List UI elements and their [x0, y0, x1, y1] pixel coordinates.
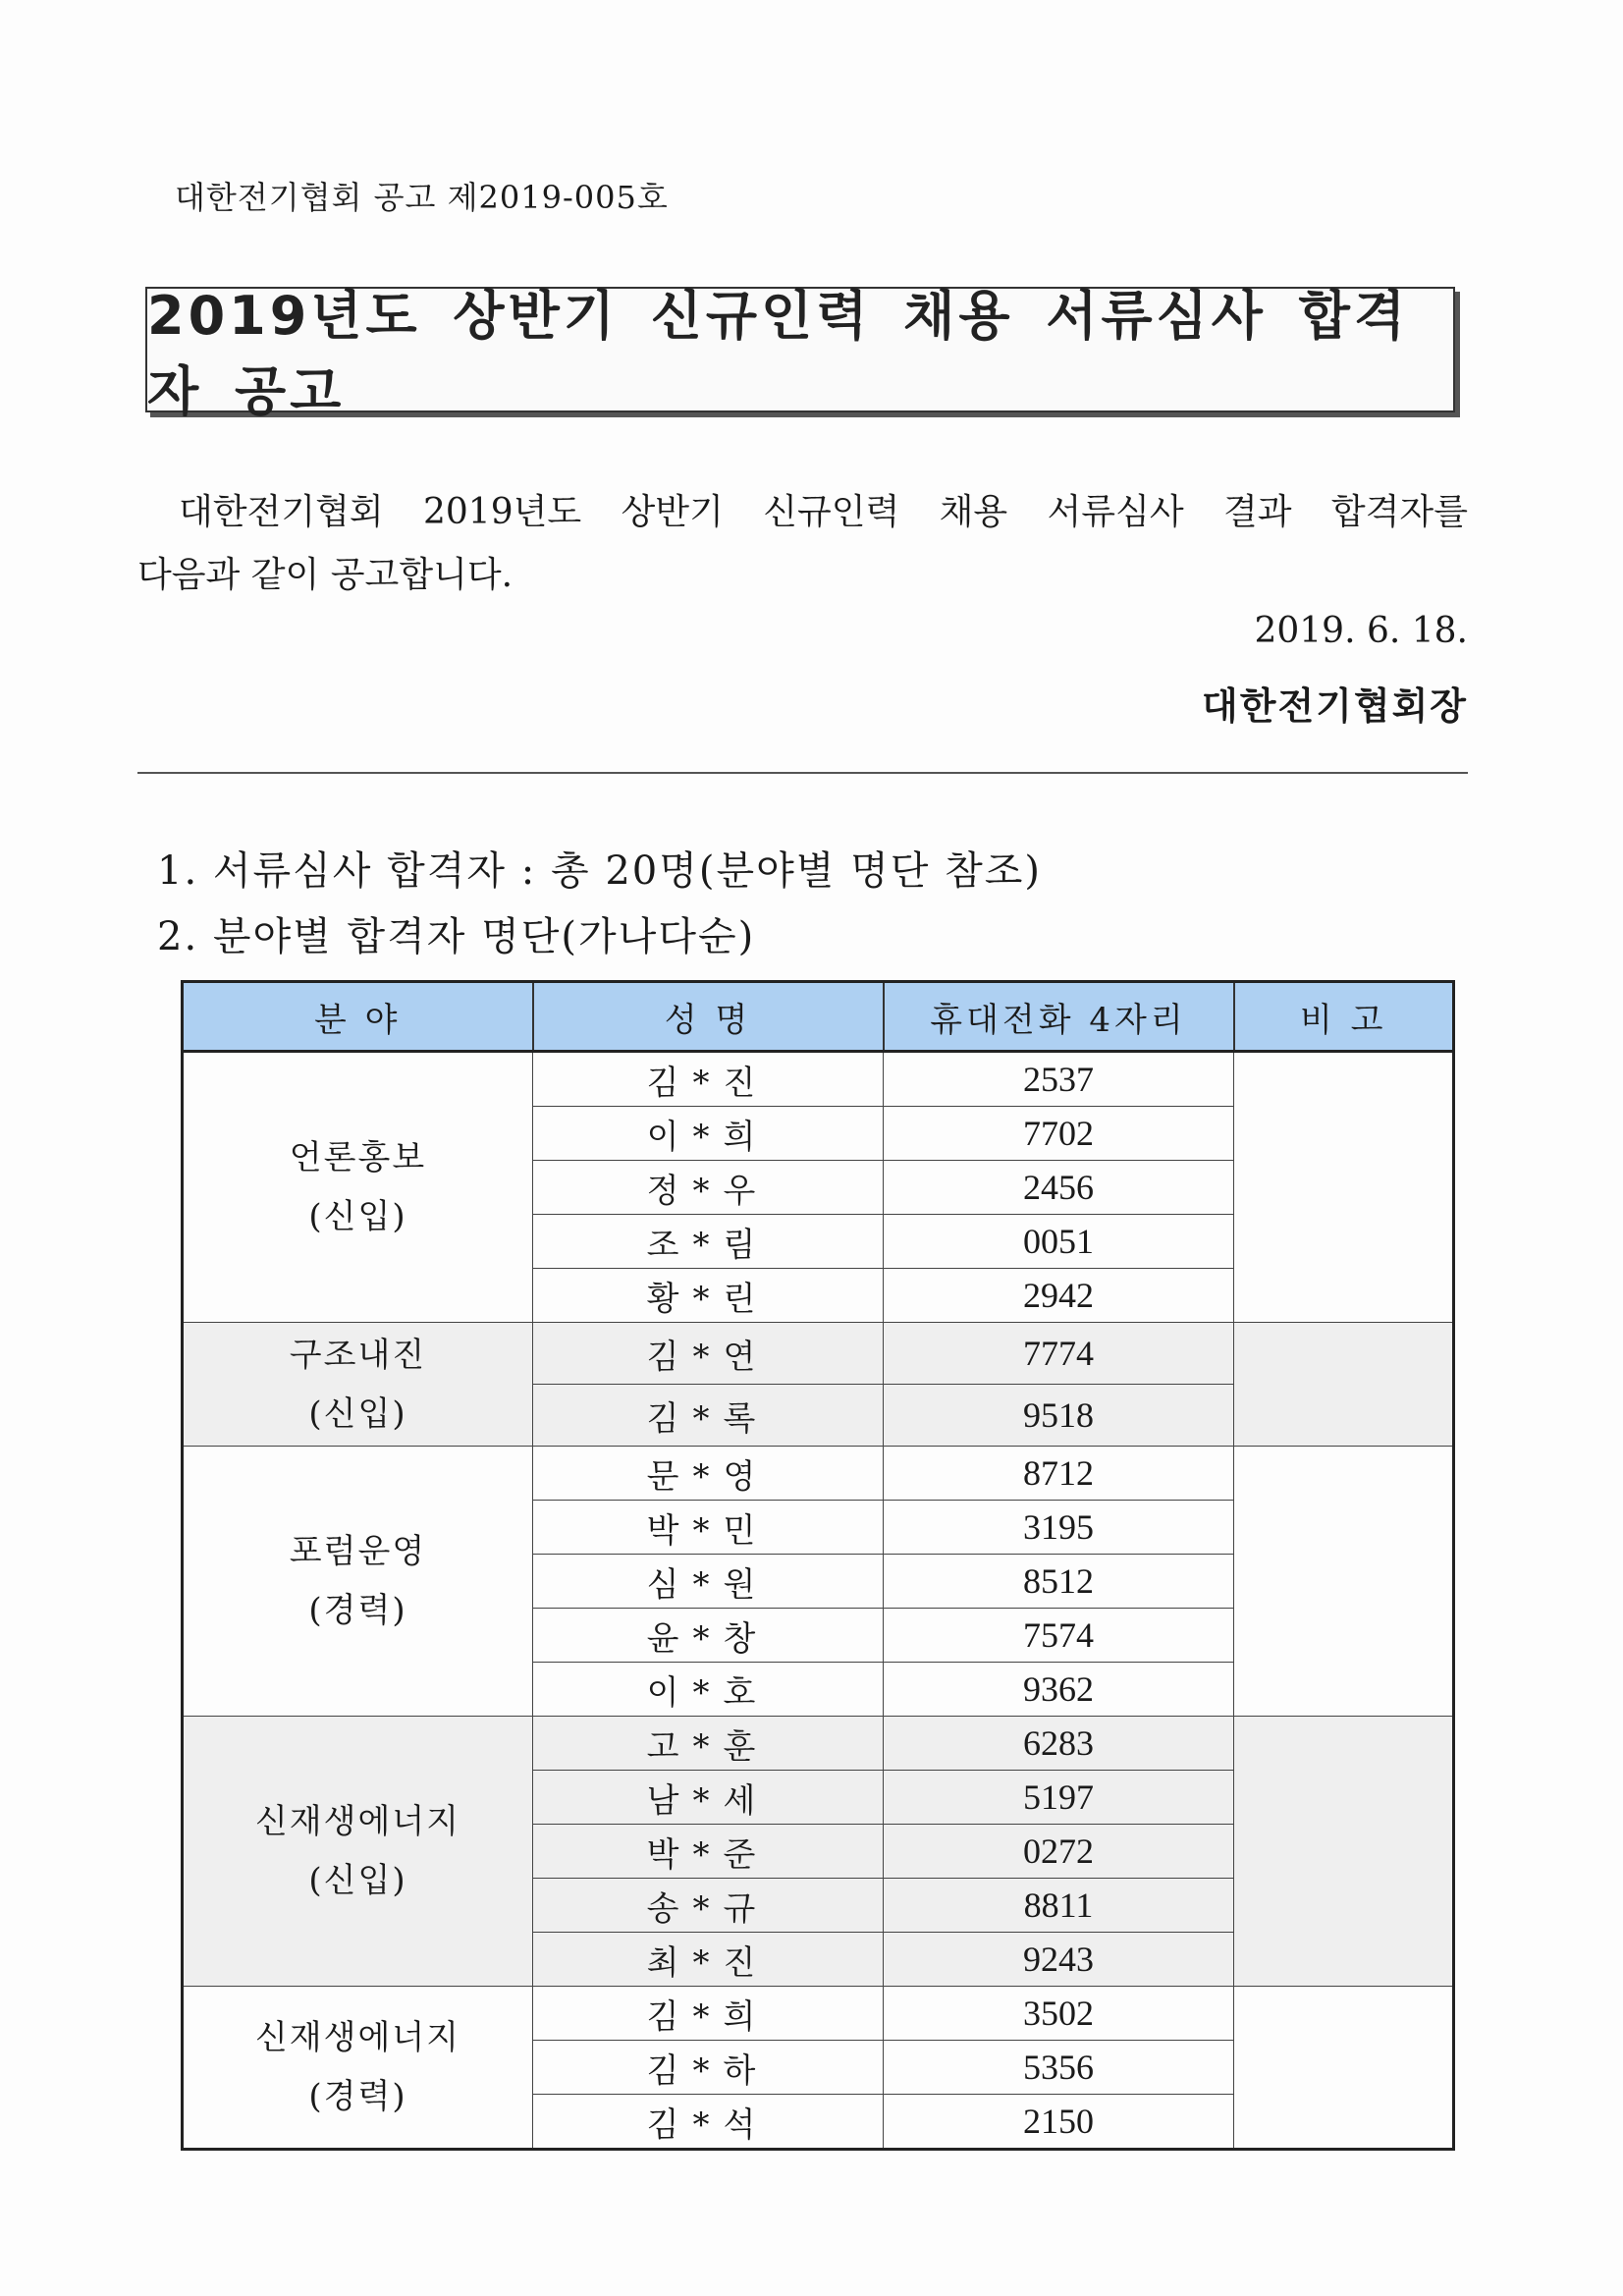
name-cell: 송*규	[533, 1879, 884, 1933]
remarks-cell	[1234, 1987, 1454, 2150]
field-cell	[183, 1052, 533, 1323]
phone-cell: 6283	[884, 1717, 1234, 1771]
phone-cell: 3195	[884, 1501, 1234, 1555]
table-row	[183, 1052, 1454, 1107]
field-type: (신입)	[308, 1394, 407, 1434]
name-cell: 김*진	[533, 1052, 884, 1107]
roster-table	[181, 980, 1455, 2151]
phone-cell: 9362	[884, 1663, 1234, 1717]
header-name: 성 명	[533, 982, 884, 1052]
field-name: 신재생에너지	[254, 2018, 461, 2057]
table-row	[183, 1987, 1454, 2041]
page-title: 2019년도 상반기 신규인력 채용 서류심사 합격자 공고	[147, 285, 1410, 422]
phone-cell: 0272	[884, 1825, 1234, 1879]
name-cell: 김*록	[533, 1385, 884, 1447]
name-cell: 남*세	[533, 1771, 884, 1825]
remarks-cell	[1234, 1052, 1454, 1323]
phone-cell: 2150	[884, 2095, 1234, 2150]
name-cell: 문*영	[533, 1447, 884, 1501]
body-paragraph	[137, 481, 1468, 607]
phone-cell: 8712	[884, 1447, 1234, 1501]
name-cell: 최*진	[533, 1933, 884, 1987]
table-header-row	[183, 982, 1454, 1052]
name-cell: 김*석	[533, 2095, 884, 2150]
header-phone: 휴대전화 4자리	[884, 982, 1234, 1052]
phone-cell: 2942	[884, 1269, 1234, 1323]
phone-cell: 7574	[884, 1609, 1234, 1663]
title-box	[145, 285, 1455, 422]
remarks-cell	[1234, 1323, 1454, 1447]
name-cell: 박*준	[533, 1825, 884, 1879]
name-cell: 고*훈	[533, 1717, 884, 1771]
name-cell: 김*희	[533, 1987, 884, 2041]
section-1-heading: 1. 서류심사 합격자 : 총 20명(분야별 명단 참조)	[157, 848, 1042, 894]
header-remarks: 비 고	[1234, 982, 1454, 1052]
name-cell: 이*호	[533, 1663, 884, 1717]
table-row	[183, 1717, 1454, 1771]
phone-cell: 9243	[884, 1933, 1234, 1987]
phone-cell: 9518	[884, 1385, 1234, 1447]
phone-cell: 0051	[884, 1215, 1234, 1269]
phone-cell: 8512	[884, 1555, 1234, 1609]
remarks-cell	[1234, 1447, 1454, 1717]
header-field: 분 야	[183, 982, 533, 1052]
table-row	[183, 1323, 1454, 1385]
field-name: 구조내진	[289, 1335, 427, 1375]
field-cell	[183, 1717, 533, 1987]
notice-number: 대한전기협회 공고 제2019-005호	[175, 179, 669, 216]
phone-cell: 2537	[884, 1052, 1234, 1107]
name-cell: 심*원	[533, 1555, 884, 1609]
field-cell	[183, 1447, 533, 1717]
name-cell: 김*하	[533, 2041, 884, 2095]
phone-cell: 5197	[884, 1771, 1234, 1825]
phone-cell: 2456	[884, 1161, 1234, 1215]
phone-cell: 3502	[884, 1987, 1234, 2041]
field-name: 포럼운영	[289, 1532, 427, 1571]
phone-cell: 5356	[884, 2041, 1234, 2095]
signer: 대한전기협회장	[1202, 683, 1468, 728]
field-cell	[183, 1987, 533, 2150]
name-cell: 황*린	[533, 1269, 884, 1323]
table-row	[183, 1447, 1454, 1501]
section-2-heading: 2. 분야별 합격자 명단(가나다순)	[157, 914, 756, 959]
table-body	[183, 1052, 1454, 2150]
field-type: (신입)	[308, 1861, 407, 1900]
divider	[137, 772, 1468, 774]
name-cell: 윤*창	[533, 1609, 884, 1663]
field-type: (신입)	[308, 1197, 407, 1236]
field-cell	[183, 1323, 533, 1447]
field-type: (경력)	[308, 1591, 407, 1630]
name-cell: 김*연	[533, 1323, 884, 1385]
field-name: 신재생에너지	[254, 1802, 461, 1841]
notice-date: 2019. 6. 18.	[1254, 611, 1468, 651]
field-name: 언론홍보	[289, 1138, 427, 1177]
field-type: (경력)	[308, 2077, 407, 2116]
name-cell: 정*우	[533, 1161, 884, 1215]
name-cell: 조*림	[533, 1215, 884, 1269]
name-cell: 박*민	[533, 1501, 884, 1555]
name-cell: 이*희	[533, 1107, 884, 1161]
remarks-cell	[1234, 1717, 1454, 1987]
body-line-2: 다음과 같이 공고합니다.	[137, 555, 514, 595]
phone-cell: 8811	[884, 1879, 1234, 1933]
phone-cell: 7774	[884, 1323, 1234, 1385]
body-line-1: 대한전기협회 2019년도 상반기 신규인력 채용 서류심사 결과 합격자를	[179, 492, 1468, 532]
phone-cell: 7702	[884, 1107, 1234, 1161]
